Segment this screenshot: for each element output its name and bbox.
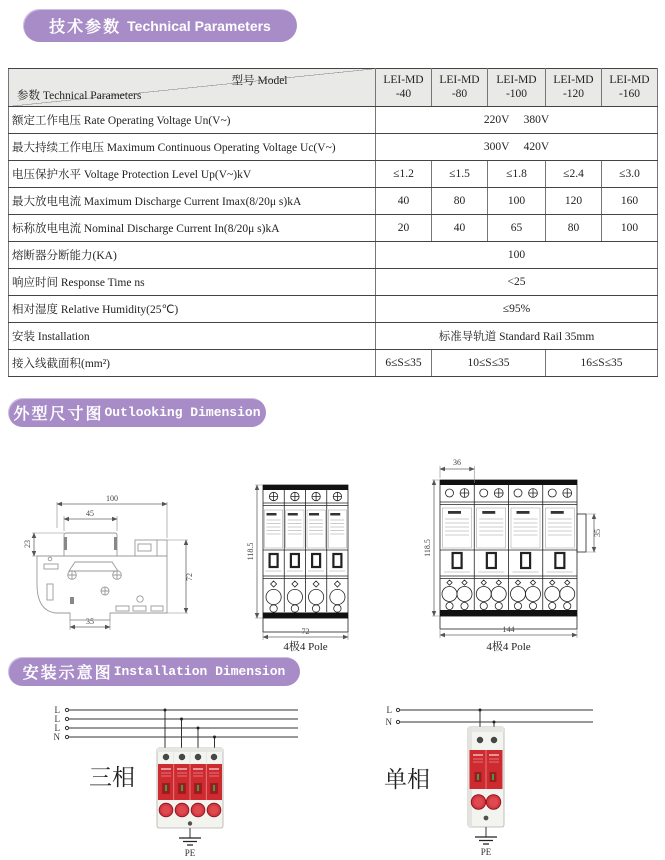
supply-wires xyxy=(386,705,594,727)
dim-label-side: 35 xyxy=(593,529,602,537)
model-column-header: LEI-MD -100 xyxy=(488,69,546,107)
three-phase-caption: 三相 xyxy=(89,765,135,790)
supply-wires xyxy=(54,705,299,748)
table-row-max-continuous-voltage: 最大持续工作电压 Maximum Continuous Operating Voltage Uc(V~) 300V 420V xyxy=(9,134,658,161)
spd-device-2pole-photo xyxy=(468,727,504,827)
corner-params-label: 参数 Technical Parameters xyxy=(17,90,142,102)
table-row-installation: 安装 Installation 标准导轨道 Standard Rail 35mm xyxy=(9,323,658,350)
ground-connection xyxy=(179,828,201,858)
table-row-fuse-breaking-capacity: 熔断器分断能力(KA) 100 xyxy=(9,242,658,269)
three-phase-installation-diagram xyxy=(30,695,350,860)
dim-label-module: 36 xyxy=(453,458,461,467)
model-column-header: LEI-MD -80 xyxy=(432,69,488,107)
wire-label: L xyxy=(54,714,60,724)
pe-label: PE xyxy=(480,847,492,857)
side-view-outline xyxy=(37,533,167,620)
section-title-en: Installation Dimension xyxy=(113,664,286,679)
dim-label-100: 100 xyxy=(106,494,118,503)
table-row-relative-humidity: 相对湿度 Relative Humidity(25℃) ≤95% xyxy=(9,296,658,323)
model-column-header: LEI-MD -120 xyxy=(546,69,602,107)
front-view-144mm-drawing xyxy=(420,452,665,657)
section-title-zh: 技术参数 xyxy=(49,19,122,36)
dim-label-width: 72 xyxy=(301,627,310,636)
ground-connection xyxy=(475,827,497,857)
table-header-row xyxy=(9,69,658,107)
table-row-max-discharge-current: 最大放电电流 Maximum Discharge Current Imax(8/20μ s)kA 40 80 100 120 160 xyxy=(9,188,658,215)
table-row-nominal-discharge-current: 标称放电电流 Nominal Discharge Current In(8/20μ s)kA 20 40 65 80 100 xyxy=(9,215,658,242)
section-title-en: Technical Parameters xyxy=(127,17,271,34)
side-view-dimension-drawing xyxy=(20,478,235,648)
wire-label: L xyxy=(386,705,392,715)
section-header-outlooking-dimension xyxy=(8,398,266,427)
drawing-caption: 4极4 Pole xyxy=(486,641,531,653)
single-phase-caption: 单相 xyxy=(384,767,430,792)
dim-label-72: 72 xyxy=(185,573,194,581)
model-column-header: LEI-MD -40 xyxy=(376,69,432,107)
wire-label: L xyxy=(54,705,60,715)
front-view-72mm-drawing xyxy=(240,460,415,655)
table-row-rated-voltage: 额定工作电压 Rate Operating Voltage Un(V~) 220V 380V xyxy=(9,107,658,134)
section-header-installation-dimension xyxy=(8,657,300,686)
dim-label-height: 118.5 xyxy=(246,542,255,561)
spd-device-4pole-photo xyxy=(157,748,223,828)
section-header-technical-parameters xyxy=(23,9,297,42)
model-column-header: LEI-MD -160 xyxy=(602,69,658,107)
table-row-wire-cross-section: 接入线截面积(mm²) 6≤S≤35 10≤S≤35 16≤S≤35 xyxy=(9,350,658,377)
corner-model-label: 型号 Model xyxy=(231,75,288,87)
section-title-zh: 外型尺寸图 xyxy=(13,406,104,423)
corner-diagonal xyxy=(12,69,372,106)
dim-label-height: 118.5 xyxy=(423,539,432,557)
dim-label-23: 23 xyxy=(23,540,32,548)
drawing-caption: 4极4 Pole xyxy=(283,641,328,653)
wire-label: L xyxy=(54,723,60,733)
wire-label: N xyxy=(385,717,392,727)
dim-label-width: 144 xyxy=(502,625,515,634)
dim-label-45: 45 xyxy=(86,509,94,518)
single-phase-installation-diagram xyxy=(365,695,665,860)
dim-label-35: 35 xyxy=(86,617,94,626)
section-title-en: Outlooking Dimension xyxy=(104,405,261,420)
section-title-zh: 安装示意图 xyxy=(22,665,113,682)
table-row-protection-level: 电压保护水平 Voltage Protection Level Up(V~)kV ≤1.2 ≤1.5 ≤1.8 ≤2.4 ≤3.0 xyxy=(9,161,658,188)
table-row-response-time: 响应时间 Response Time ns <25 xyxy=(9,269,658,296)
technical-parameters-table xyxy=(8,68,658,377)
wire-label: N xyxy=(53,732,60,742)
pe-label: PE xyxy=(184,848,196,858)
table-corner-cell xyxy=(9,69,376,107)
screw-hole-symbols xyxy=(68,571,122,595)
